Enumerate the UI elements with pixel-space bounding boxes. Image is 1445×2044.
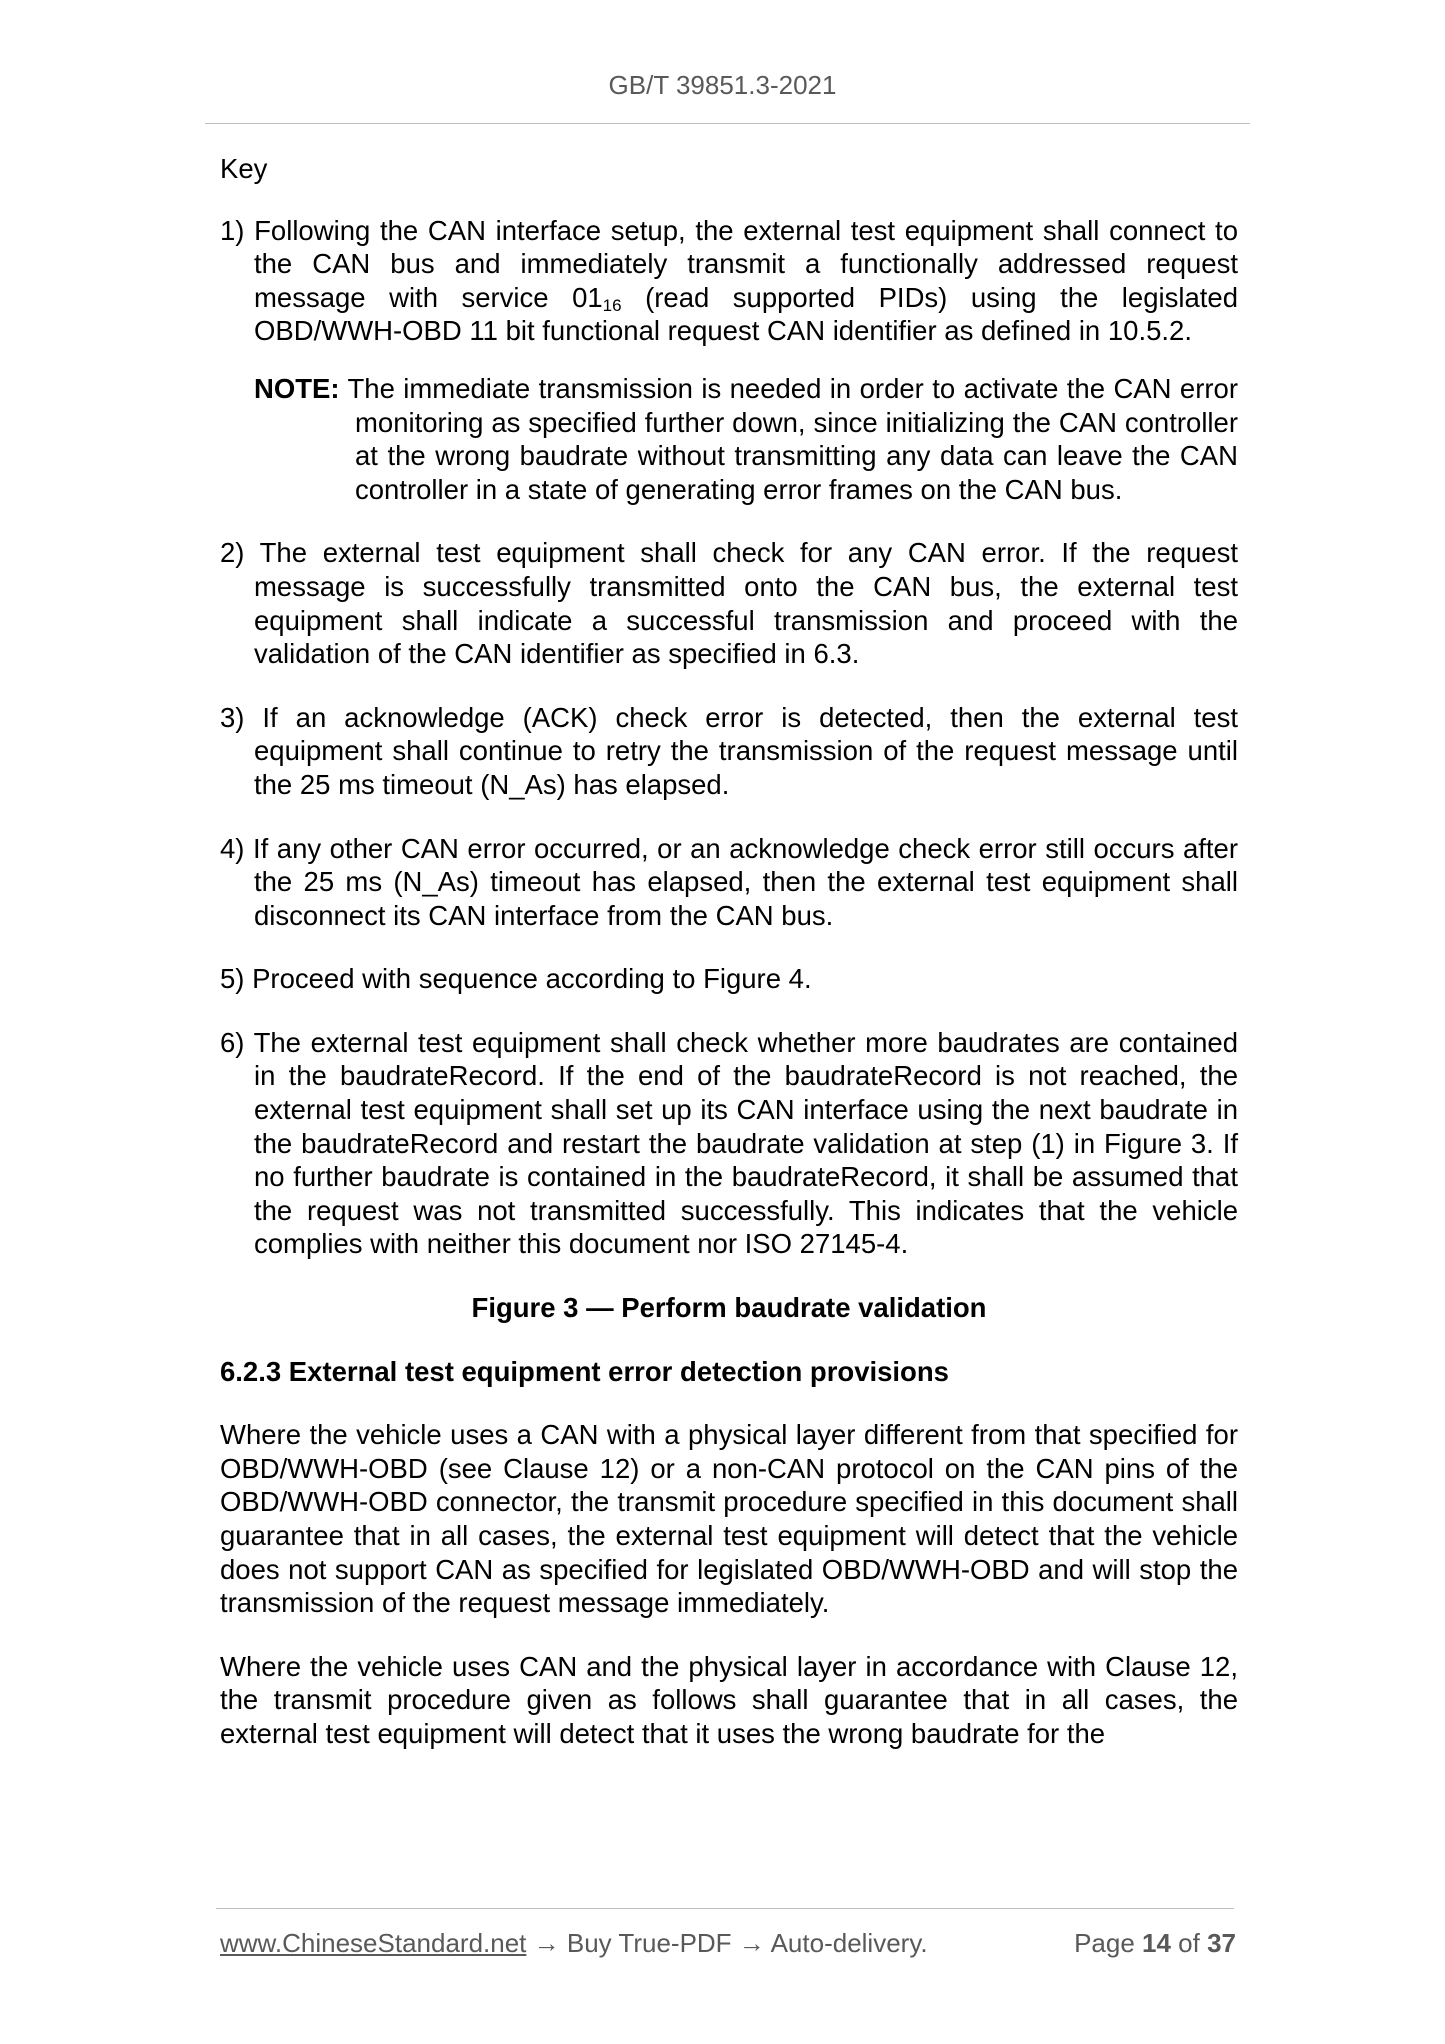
of-label: of xyxy=(1170,1928,1208,1958)
figure-caption: Figure 3 — Perform baudrate validation xyxy=(471,1292,987,1324)
delivery-text: Auto-delivery. xyxy=(770,1928,928,1958)
body-paragraph-2: Where the vehicle uses CAN and the physical layer in accordance with Clause 12, the transmit procedure given as follows shall guarantee that in all cases, the external test equipment will detect that it uses the wrong baudrate for the xyxy=(220,1650,1238,1749)
key-item-1-text-continued: (read supported PIDs) using the legislated OBD/WWH-OBD 11 bit functional request CAN identifier as defined in 10.5.2. xyxy=(254,281,1238,347)
arrow-icon: → xyxy=(731,1928,771,1958)
total-pages: 37 xyxy=(1207,1928,1236,1958)
key-item-5: 5) Proceed with sequence according to Figure 4. xyxy=(220,963,812,995)
document-id-header: GB/T 39851.3-2021 xyxy=(608,70,837,100)
key-heading: Key xyxy=(220,153,268,184)
section-heading: 6.2.3 External test equipment error detection provisions xyxy=(220,1355,949,1387)
note-paragraph xyxy=(254,372,1238,506)
website-link[interactable]: www.ChineseStandard.net xyxy=(220,1928,527,1958)
page-content xyxy=(220,152,1238,1781)
key-item-3: 3) If an acknowledge (ACK) check error is detected, then the external test equipment shall continue to retry the transmission of the request message until the 25 ms timeout (N_As) has elapsed. xyxy=(220,701,1238,800)
current-page-number: 14 xyxy=(1142,1928,1171,1958)
footer-left xyxy=(220,1928,928,1959)
hex-subscript: 16 xyxy=(602,295,622,315)
key-item-1 xyxy=(220,214,1238,348)
key-item-1-text: 1) Following the CAN interface setup, the external test equipment shall connect to the CAN bus and immediately transmit a functionally addressed request message with service 01 xyxy=(220,214,1238,313)
buy-text: Buy True-PDF xyxy=(566,1928,732,1958)
footer-divider xyxy=(216,1908,1234,1909)
note-label: NOTE: xyxy=(254,372,340,404)
header-divider xyxy=(205,123,1250,124)
key-item-4: 4) If any other CAN error occurred, or an acknowledge check error still occurs after the 25 ms (N_As) timeout has elapsed, then the external test equipment shall disconnect its CAN interface from the CAN bus. xyxy=(220,832,1238,931)
key-item-6: 6) The external test equipment shall check whether more baudrates are contained in the baudrateRecord. If the end of the baudrateRecord is not reached, the external test equipment shall set up its CAN interface using the next baudrate in the baudrateRecord and restart the baudrate validation at step (1) in Figure 3. If no further baudrate is contained in the baudrateRecord, it shall be assumed that the request was not transmitted successfully. This indicates that the vehicle complies with neither this document nor ISO 27145-4. xyxy=(220,1026,1238,1260)
page-label: Page xyxy=(1074,1928,1143,1958)
note-text: The immediate transmission is needed in order to activate the CAN error monitoring as specified further down, since initializing the CAN controller at the wrong baudrate without transmitting any data can leave the CAN controller in a state of generating error frames on the CAN bus. xyxy=(339,372,1238,505)
key-item-2: 2) The external test equipment shall check for any CAN error. If the request message is successfully transmitted onto the CAN bus, the external test equipment shall indicate a successful transmission and proceed with the validation of the CAN identifier as specified in 6.3. xyxy=(220,537,1238,670)
body-paragraph-1: Where the vehicle uses a CAN with a physical layer different from that specified for OBD/WWH-OBD (see Clause 12) or a non-CAN protocol on the CAN pins of the OBD/WWH-OBD connector, the transmit procedure specified in this document shall guarantee that in all cases, the external test equipment will detect that the vehicle does not support CAN as specified for legislated OBD/WWH-OBD and will stop the transmission of the request message immediately. xyxy=(220,1419,1238,1619)
arrow-icon: → xyxy=(526,1928,567,1958)
page-indicator xyxy=(1074,1928,1236,1959)
